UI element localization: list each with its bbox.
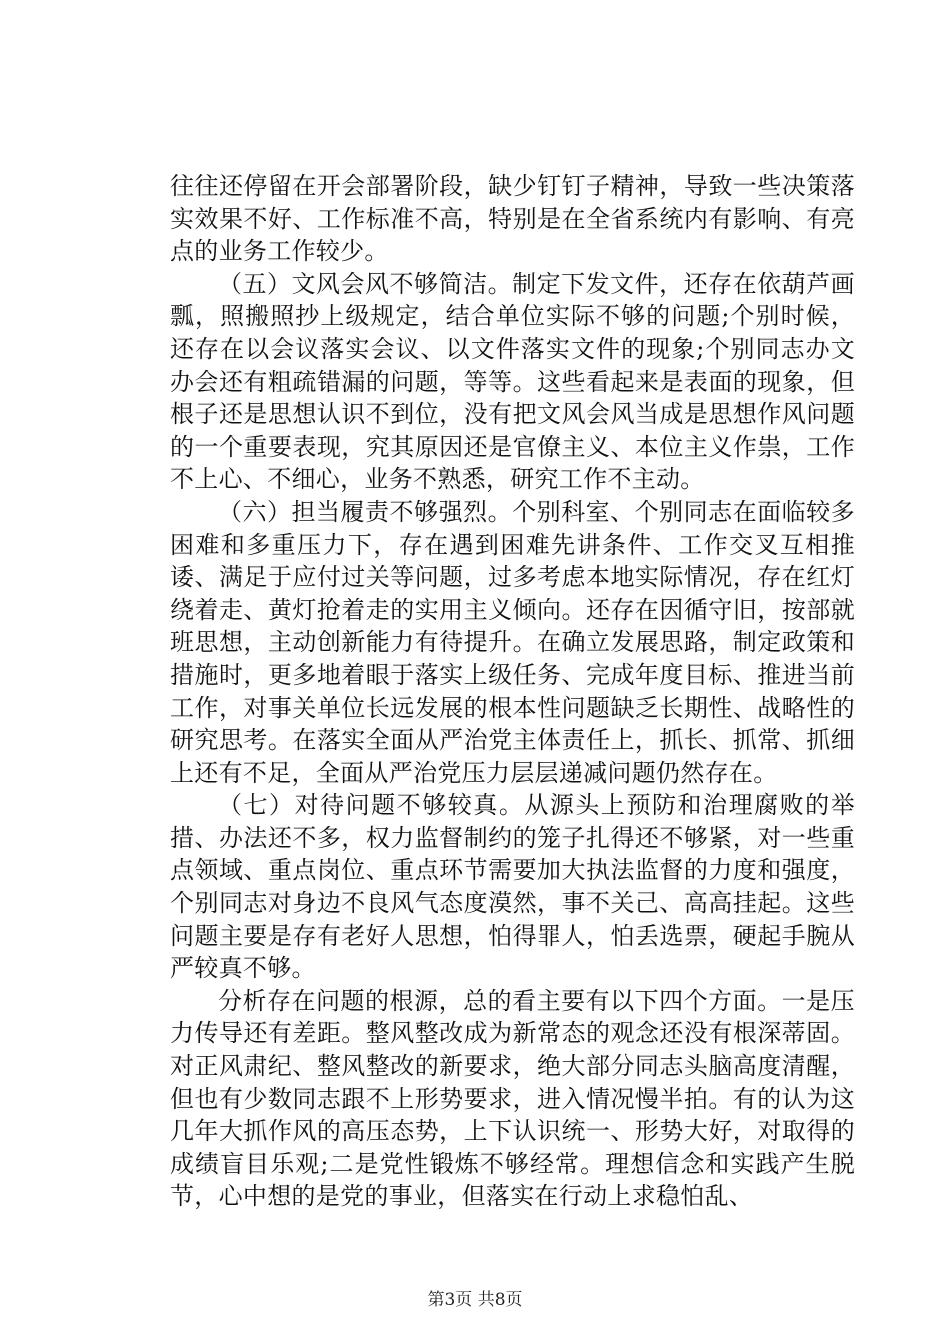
paragraph: （五）文风会风不够简洁。制定下发文件，还存在依葫芦画瓢，照搬照抄上级规定，结合单位实际不够的问题;个别时候，还存在以会议落实会议、以文件落实文件的现象;个别同志办文办会还有粗疏错漏的问题，等等。这些看起来是表面的现象，但根子还是思想认识不到位，没有把文风会风当成是思想作风问题的一个重要表现，究其原因还是官僚主义、本位主义作祟，工作不上心、不细心，业务不熟悉，研究工作不主动。 [170, 269, 855, 494]
body-text [170, 170, 855, 1213]
paragraph: 分析存在问题的根源，总的看主要有以下四个方面。一是压力传导还有差距。整风整改成为新常态的观念还没有根深蒂固。对正风肃纪、整风整改的新要求，绝大部分同志头脑高度清醒，但也有少数同志跟不上形势要求，进入情况慢半拍。有的认为这几年大抓作风的高压态势，上下认识统一、形势大好，对取得的成绩盲目乐观;二是党性锻炼不够经常。理想信念和实践产生脱节，心中想的是党的事业，但落实在行动上求稳怕乱、 [170, 986, 855, 1211]
page-footer: 第3页 共8页 [427, 1290, 523, 1310]
paragraph: （六）担当履责不够强烈。个别科室、个别同志在面临较多困难和多重压力下，存在遇到困难先讲条件、工作交叉互相推诿、满足于应付过关等问题，过多考虑本地实际情况，存在红灯绕着走、黄灯抢着走的实用主义倾向。还存在因循守旧，按部就班思想，主动创新能力有待提升。在确立发展思路，制定政策和措施时，更多地着眼于落实上级任务、完成年度目标、推进当前工作，对事关单位长远发展的根本性问题缺乏长期性、战略性的研究思考。在落实全面从严治党主体责任上，抓长、抓常、抓细上还有不足，全面从严治党压力层层递减问题仍然存在。 [170, 497, 855, 787]
paragraph: （七）对待问题不够较真。从源头上预防和治理腐败的举措、办法还不多，权力监督制约的笼子扎得还不够紧，对一些重点领域、重点岗位、重点环节需要加大执法监督的力度和强度，个别同志对身边不良风气态度漠然，事不关己、高高挂起。这些问题主要是存有老好人思想，怕得罪人，怕丢选票，硬起手腕从严较真不够。 [170, 791, 855, 983]
paragraph: 往往还停留在开会部署阶段，缺少钉钉子精神，导致一些决策落实效果不好、工作标准不高，特别是在全省系统内有影响、有亮点的业务工作较少。 [170, 172, 855, 266]
